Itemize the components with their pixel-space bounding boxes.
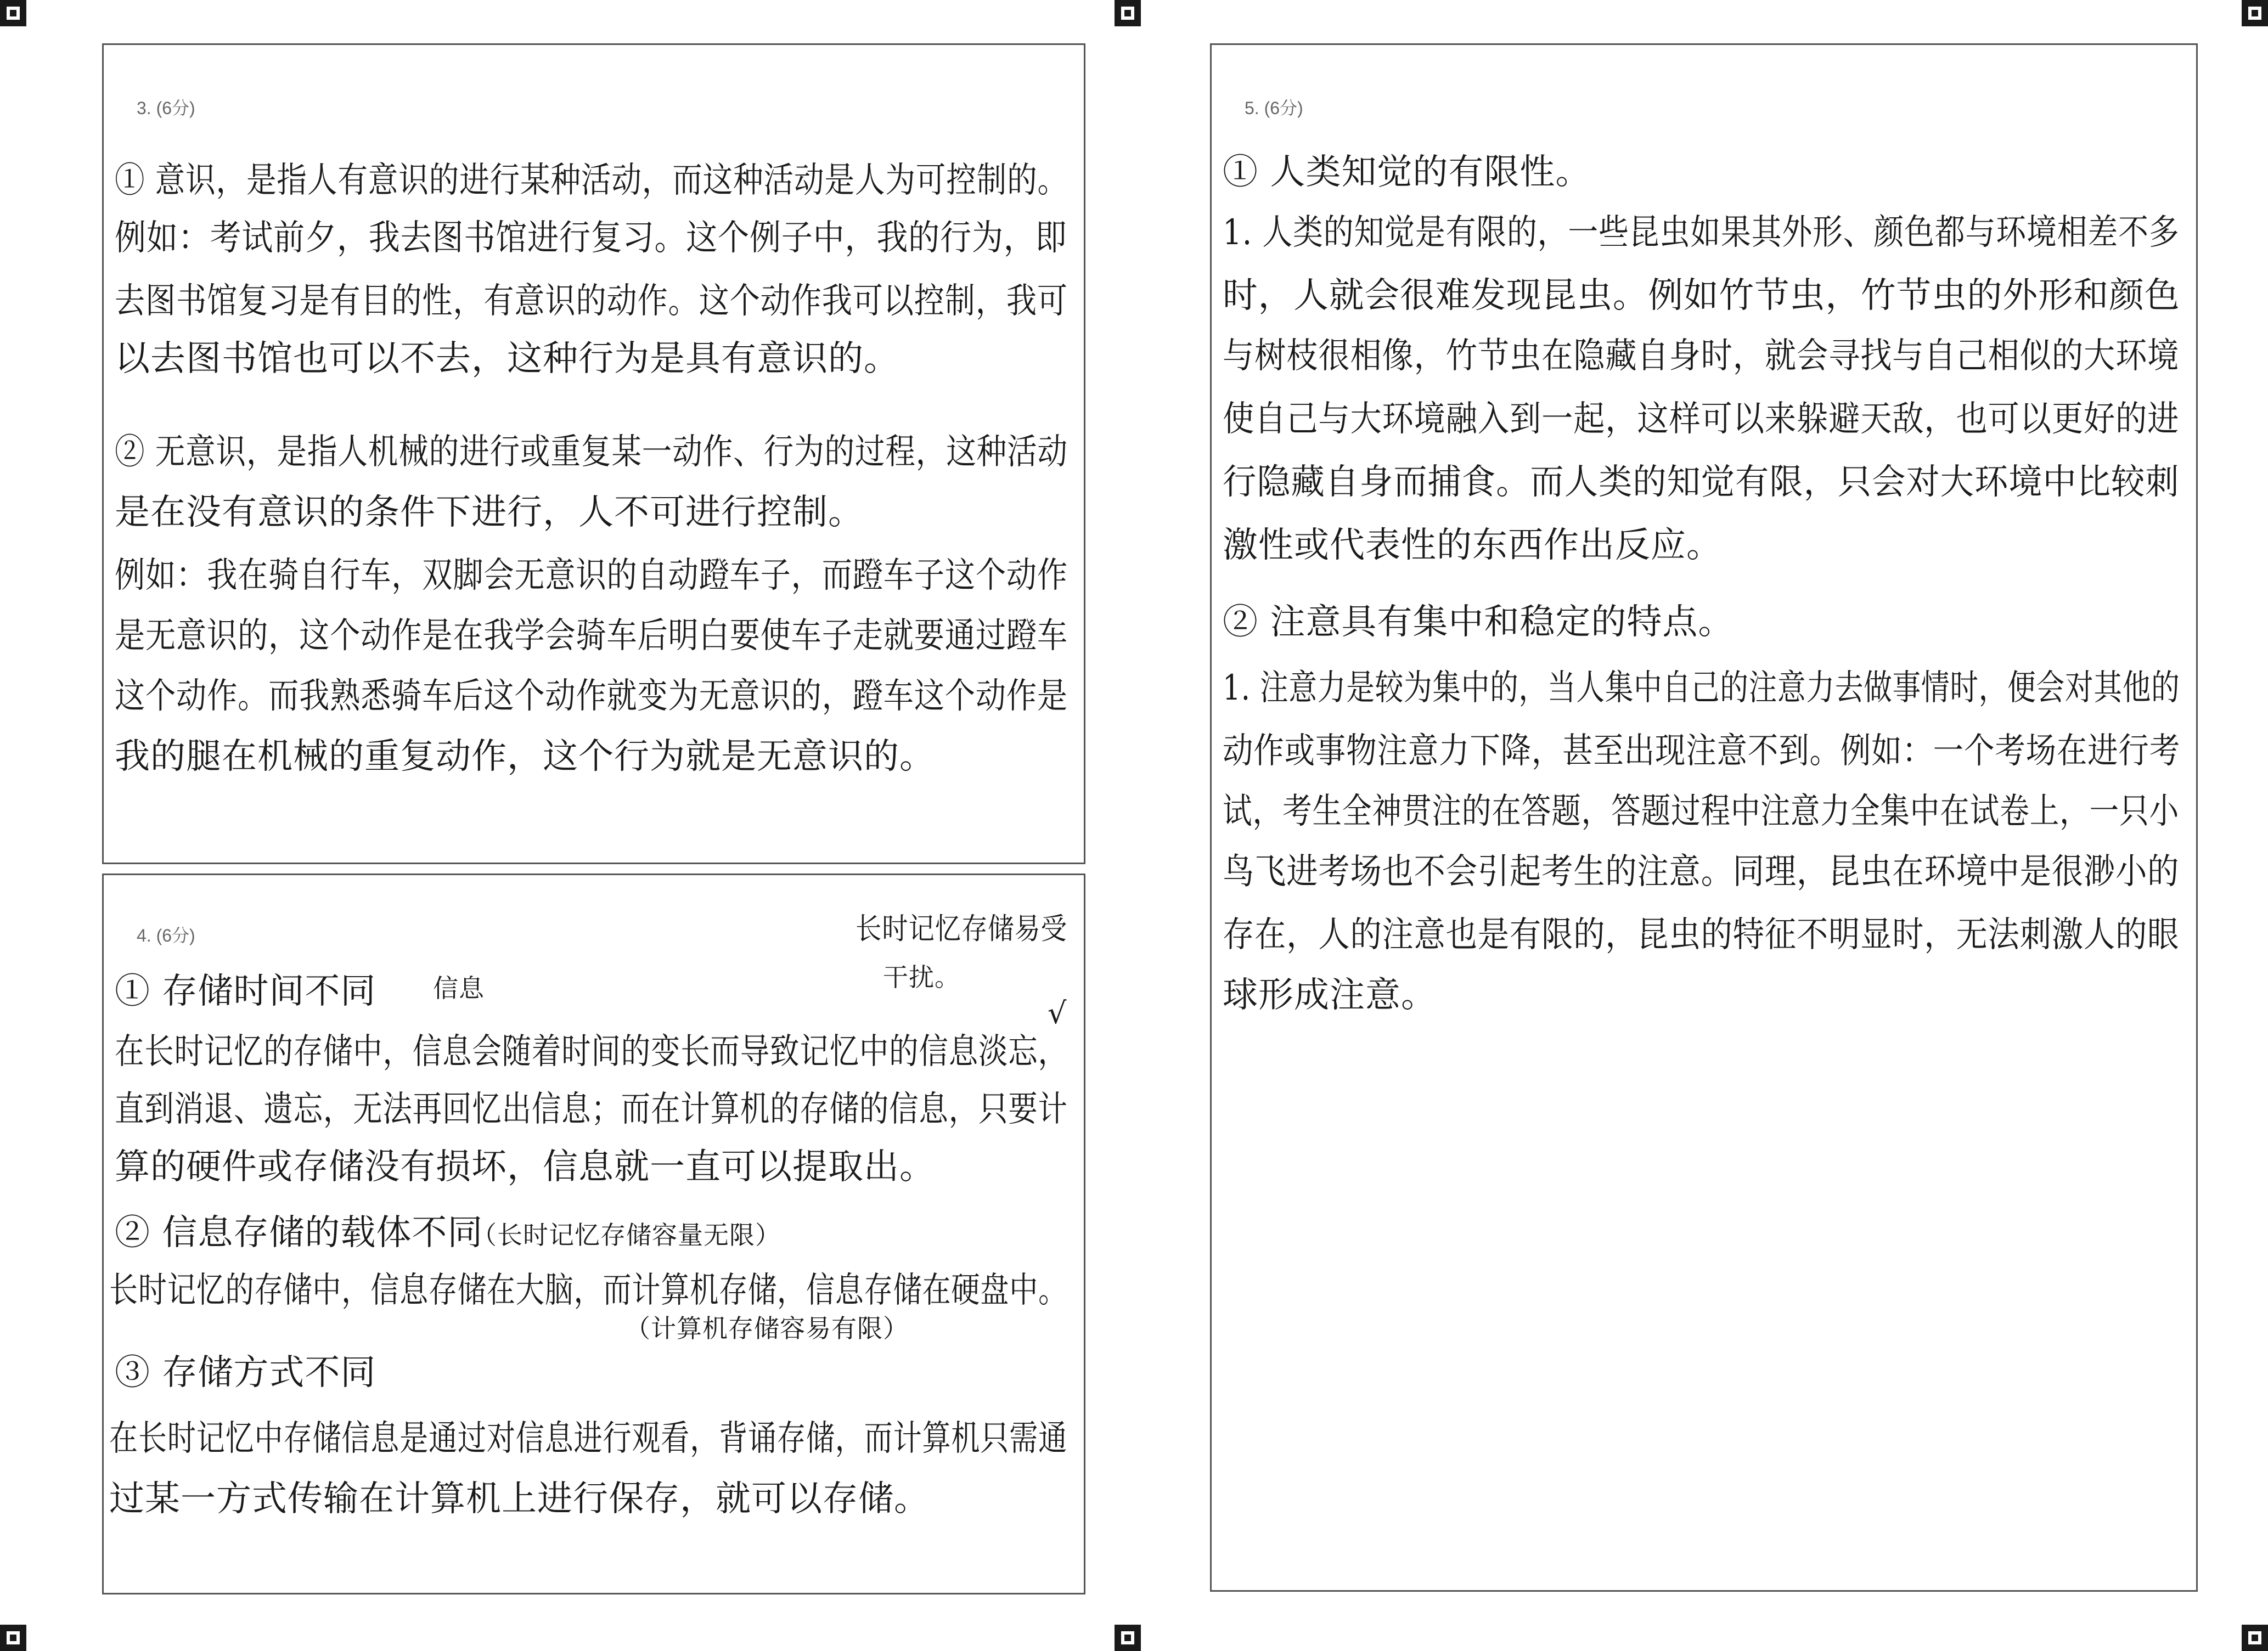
answer-line: 与树枝很相像，竹节虫在隐藏自身时，就会寻找与自己相似的大环境: [1223, 336, 2180, 376]
question-label: 5. (6分): [1245, 98, 1303, 118]
margin-note: 长时记忆存储易受: [856, 911, 1067, 946]
answer-line: 去图书馆复习是有目的性，有意识的动作。这个动作我可以控制，我可: [115, 281, 1068, 322]
answer-box-q5: [1210, 43, 2198, 1592]
answer-line: ② 无意识，是指人机械的进行或重复某一动作、行为的过程，这种活动: [115, 432, 1068, 472]
question-label: 4. (6分): [137, 926, 195, 945]
answer-heading: ① 人类知觉的有限性。: [1223, 152, 1591, 193]
answer-line: 试，考生全神贯注的在答题，答题过程中注意力全集中在试卷上，一只小: [1223, 791, 2180, 832]
registration-marker-bottom-right: [2242, 1625, 2268, 1651]
answer-line: 以去图书馆也可以不去，这种行为是具有意识的。: [115, 339, 899, 379]
answer-line: 在长时记忆中存储信息是通过对信息进行观看，背诵存储，而计算机只需通: [109, 1418, 1068, 1459]
answer-line: 在长时记忆的存储中，信息会随着时间的变长而导致记忆中的信息淡忘，: [115, 1032, 1068, 1072]
answer-line: ① 意识，是指人有意识的进行某种活动，而这种活动是人为可控制的。: [115, 160, 1068, 201]
registration-marker-bottom-center: [1115, 1625, 1141, 1651]
answer-line: 1. 人类的知觉是有限的，一些昆虫如果其外形、颜色都与环境相差不多: [1223, 212, 2180, 253]
answer-line: 例如：我在骑自行车，双脚会无意识的自动蹬车子，而蹬车子这个动作: [115, 555, 1068, 596]
answer-line: 算的硬件或存储没有损坏，信息就一直可以提取出。: [115, 1147, 935, 1187]
answer-line: 长时记忆的存储中，信息存储在大脑，而计算机存储，信息存储在硬盘中。: [109, 1270, 1068, 1311]
inserted-note: （计算机存储容易有限）: [625, 1314, 909, 1343]
answer-line: 是无意识的，这个动作是在我学会骑车后明白要使车子走就要通过蹬车: [115, 616, 1068, 656]
answer-heading: ② 信息存储的载体不同: [115, 1213, 483, 1253]
answer-heading: ③ 存储方式不同: [115, 1353, 376, 1393]
registration-marker-top-right: [2242, 0, 2268, 26]
answer-line: 使自己与大环境融入到一起，这样可以来躲避天敌，也可以更好的进: [1223, 399, 2180, 439]
answer-line: 存在，人的注意也是有限的，昆虫的特征不明显时，无法刺激人的眼: [1223, 915, 2180, 955]
answer-box-q4: [102, 874, 1085, 1594]
margin-note-continued: 干扰。: [883, 962, 960, 992]
inserted-note: （长时记忆存储容量无限）: [471, 1220, 781, 1250]
answer-line: 是在没有意识的条件下进行，人不可进行控制。: [115, 492, 864, 533]
answer-line: 激性或代表性的东西作出反应。: [1223, 525, 1722, 566]
answer-line: 这个动作。而我熟悉骑车后这个动作就变为无意识的，蹬车这个动作是: [115, 676, 1068, 717]
answer-heading: ① 存储时间不同: [115, 971, 376, 1012]
inserted-correction: 信息: [433, 973, 485, 1003]
answer-line: 行隐藏自身而捕食。而人类的知觉有限，只会对大环境中比较刺: [1223, 462, 2180, 503]
answer-line: 鸟飞进考场也不会引起考生的注意。同理，昆虫在环境中是很渺小的: [1223, 852, 2180, 892]
answer-heading: ② 注意具有集中和稳定的特点。: [1223, 602, 1734, 643]
answer-line: 动作或事物注意力下降，甚至出现注意不到。例如：一个考场在进行考: [1223, 731, 2180, 771]
answer-box-q3: [102, 43, 1085, 864]
answer-line: 时，人就会很难发现昆虫。例如竹节虫，竹节虫的外形和颜色: [1223, 275, 2180, 316]
registration-marker-bottom-left: [0, 1625, 26, 1651]
answer-line: 我的腿在机械的重复动作，这个行为就是无意识的。: [115, 736, 935, 777]
registration-marker-top-center: [1115, 0, 1141, 26]
question-label: 3. (6分): [137, 98, 195, 118]
answer-line: 直到消退、遗忘，无法再回忆出信息；而在计算机的存储的信息，只要计: [115, 1089, 1068, 1130]
answer-line: 1. 注意力是较为集中的，当人集中自己的注意力去做事情时，便会对其他的: [1223, 668, 2180, 708]
grader-tick-mark: √: [1048, 996, 1067, 1030]
registration-marker-top-left: [0, 0, 26, 26]
answer-line: 球形成注意。: [1223, 975, 1437, 1016]
answer-line: 过某一方式传输在计算机上进行保存，就可以存储。: [109, 1479, 930, 1519]
answer-line: 例如：考试前夕，我去图书馆进行复习。这个例子中，我的行为，即: [115, 218, 1067, 258]
